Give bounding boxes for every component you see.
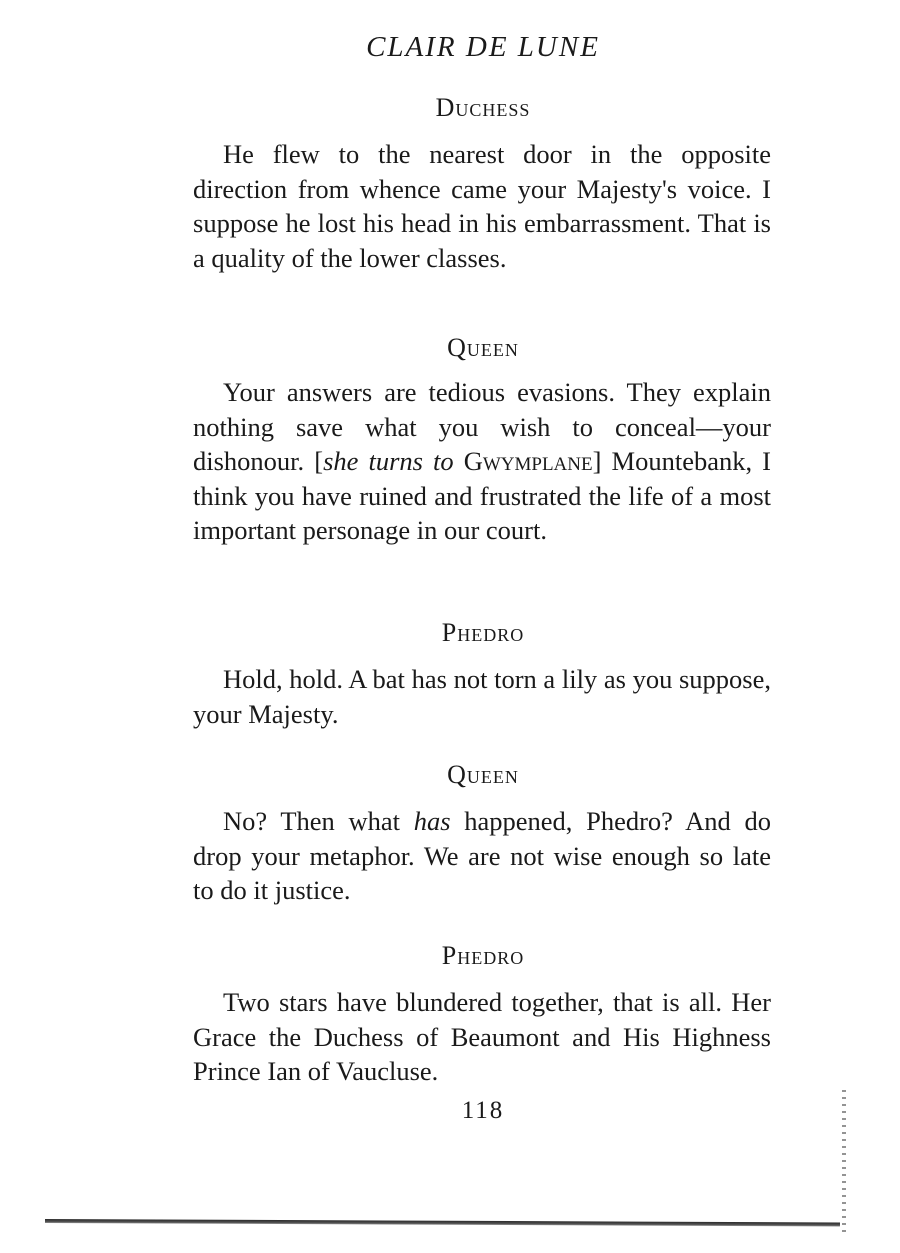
speaker-name: Queen (447, 333, 519, 362)
stage-direction: she turns to (323, 446, 454, 476)
emphasis-text: has (413, 806, 451, 836)
speech-text: Two stars have blundered together, that is all. Her Grace the Duchess of Beaumont and His Highness Prince Ian of Vaucluse. (193, 987, 771, 1086)
speech-text: He flew to the nearest door in the opposite direction from whence came your Majesty's voice. I suppose he lost his head in his embarrassment. That is a quality of the lower classes. (193, 139, 771, 273)
speech-text-part: Your answers are tedious evasions. They explain nothing save what you wish to conceal—your dishonour. [ (193, 377, 771, 476)
speech-text-part: No? Then what (223, 806, 414, 836)
running-head: CLAIR DE LUNE (366, 31, 600, 63)
speech-text: Hold, hold. A bat has not torn a lily as you suppose, your Majesty. (193, 664, 771, 729)
speech-text (193, 804, 771, 908)
speaker-name: Queen (447, 760, 519, 789)
speech-text-part: happened, Phedro? And do drop your metaphor. We are not wise enough so late to do it justice. (193, 806, 771, 905)
page-number: 118 (461, 1097, 505, 1124)
scan-edge-speckle (842, 1090, 846, 1235)
speech-text-part: ] Mountebank, I think you have ruined and frustrated the life of a most important personage in our court. (193, 446, 771, 545)
speaker-name: Phedro (441, 941, 525, 970)
stage-character-name: Gwymplane (463, 446, 593, 476)
scan-edge-line (45, 1219, 840, 1226)
speaker-name: Duchess (435, 93, 531, 122)
speaker-name: Phedro (441, 618, 525, 647)
speech-text (193, 375, 771, 548)
